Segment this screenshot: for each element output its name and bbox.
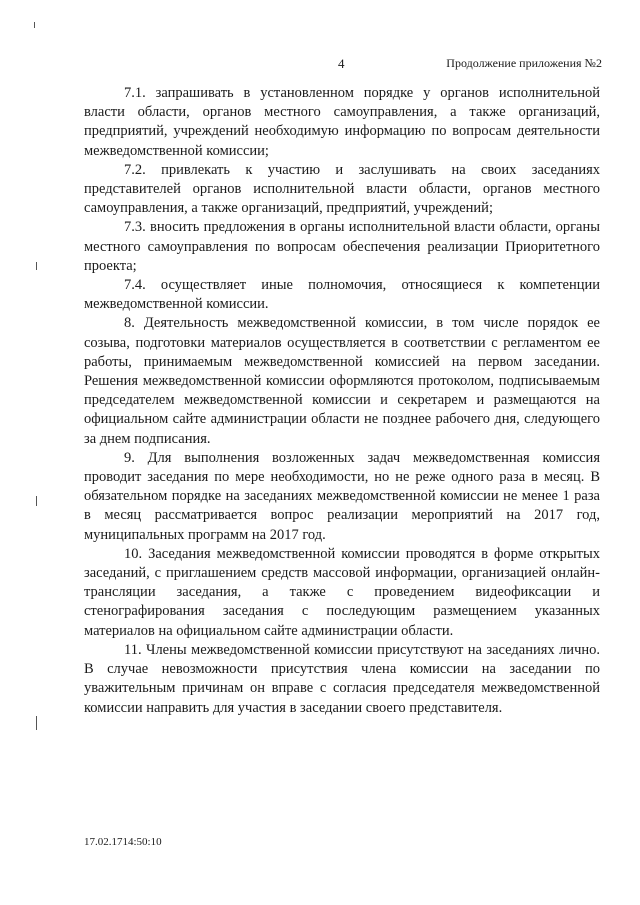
document-footer-code: 17.02.1714:50:10 (84, 836, 162, 848)
paragraph-7-1: 7.1. запрашивать в установленном порядке у органов исполнительной власти области, органов местного самоуправления, а также организаций, предприятий, учреждений необходимую информацию по вопросам деятельности межведомственной комиссии; (84, 85, 600, 159)
paragraph-7-2: 7.2. привлекать к участию и заслушивать на своих заседаниях представителей органов исполнительной власти области, органов местного самоуправления, а также организаций, предприятий, учреждений; (84, 161, 600, 217)
paragraph-10: 10. Заседания межведомственной комиссии проводятся в форме открытых заседаний, с приглашением средств массовой информации, организацией онлайн-трансляции заседания, а также с проведением видеофиксации и стенографирования заседания с последующим размещением указанных материалов на официальном сайте администрации области. (84, 545, 600, 639)
paragraph-7-4: 7.4. осуществляет иные полномочия, относящиеся к компетенции межведомственной комиссии. (84, 277, 600, 313)
scan-artifact-mark (36, 496, 37, 506)
scan-artifact-mark (36, 716, 37, 730)
document-body (84, 84, 600, 718)
paragraph-7-3: 7.3. вносить предложения в органы исполнительной власти области, органы местного самоуправления по вопросам обеспечения реализации Приоритетного проекта; (84, 219, 600, 274)
scan-artifact-mark (36, 262, 37, 270)
scan-artifact-mark (34, 22, 35, 28)
page-number: 4 (338, 56, 345, 71)
appendix-continuation-title: Продолжение приложения №2 (446, 56, 602, 70)
paragraph-11: 11. Члены межведомственной комиссии присутствуют на заседаниях лично. В случае невозможности присутствия члена комиссии на заседании по уважительным причинам он вправе с согласия председателя межведомственной комиссии направить для участия в заседании своего представителя. (84, 641, 600, 716)
paragraph-8: 8. Деятельность межведомственной комиссии, в том числе порядок ее созыва, подготовки материалов осуществляется в соответствии с регламентом ее работы, принимаемым межведомственной комиссией на первом заседании. Решения межведомственной комиссии оформляются протоколом, подписываемым председателем межведомственной комиссии и секретарем и размещаются на официальном сайте администрации области не позднее рабочего дня, следующего за днем подписания. (84, 315, 600, 447)
paragraph-9: 9. Для выполнения возложенных задач межведомственная комиссия проводит заседания по мере необходимости, но не реже одного раза в месяц. В обязательном порядке на заседаниях межведомственной комиссии не менее 1 раза в месяц рассматривается вопрос реализации мероприятий на 2017 год, муниципальных программ на 2017 год. (84, 449, 600, 543)
